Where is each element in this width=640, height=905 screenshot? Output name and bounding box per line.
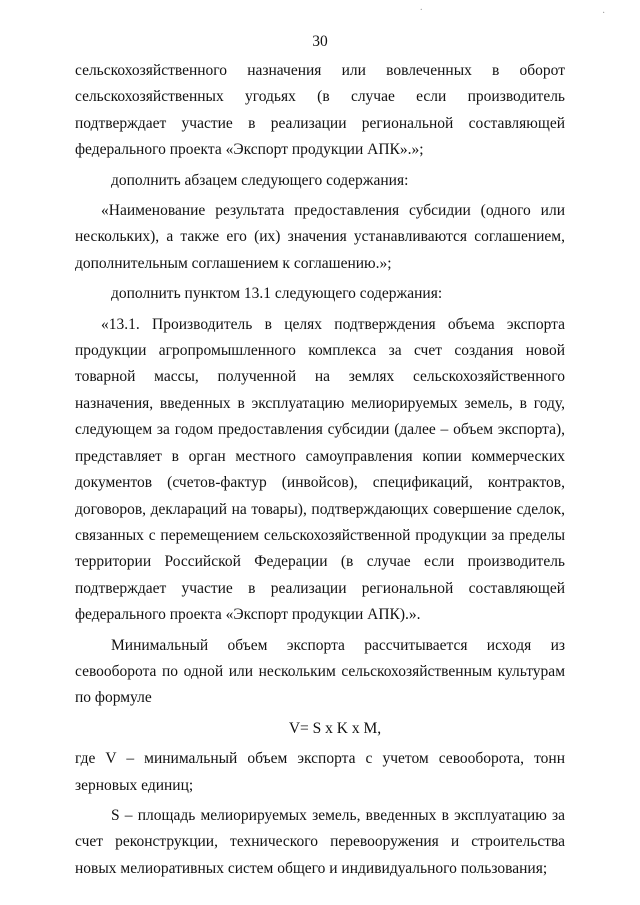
document-body xyxy=(75,58,565,882)
paragraph-minimum-export: Минимальный объем экспорта рассчитывается исходя из севооборота по одной или нескольким сельскохозяйственным культурам по формуле xyxy=(75,636,565,707)
paragraph-clause-13-1: «13.1. Производитель в целях подтверждения объема экспорта продукции агропромышленного комплекса за счет создания новой товарной массы, полученной на землях сельскохозяйственного назначения, введенных в эксплуатацию мелиорируемых земель, в году, следующем за годом предоставления субсидии (далее – объем экспорта), представляет в орган местного самоуправления копии коммерческих документов (счетов-фактур (инвойсов), спецификаций, контрактов, договоров, деклараций на товары), подтверждающих совершение сделок, связанных с перемещением сельскохозяйственной продукции за пределы территории Российской Федерации (в случае если производитель подтверждает участие в реализации региональной составляющей федерального проекта «Экспорт продукции АПК).». xyxy=(75,315,565,624)
scan-artifact-mark: · xyxy=(602,8,606,19)
scan-artifact-mark: . xyxy=(420,2,423,13)
paragraph-continuation: сельскохозяйственного назначения или вовлеченных в оборот сельскохозяйственных угодьях (в случае если производитель подтверждает участие в реализации региональной составляющей федерального проекта «Экспорт продукции АПК».»; xyxy=(75,62,565,159)
paragraph-result-name: «Наименование результата предоставления субсидии (одного или нескольких), а также его (их) значения устанавливаются соглашением, дополнительным соглашением к соглашению.»; xyxy=(75,202,565,272)
formula: V= S x K x M, xyxy=(288,719,382,737)
paragraph-variable-v: где V – минимальный объем экспорта с учетом севооборота, тонн зерновых единиц; xyxy=(75,750,565,794)
page-number: 30 xyxy=(312,33,328,50)
paragraph-amendment-instruction: дополнить абзацем следующего содержания: xyxy=(111,171,409,189)
paragraph-add-clause-instruction: дополнить пунктом 13.1 следующего содержания: xyxy=(111,285,443,303)
paragraph-variable-s: S – площадь мелиорируемых земель, введенных в эксплуатацию за счет реконструкции, технического перевооружения и строительства новых мелиоративных систем общего и индивидуального пользования; xyxy=(75,806,565,877)
